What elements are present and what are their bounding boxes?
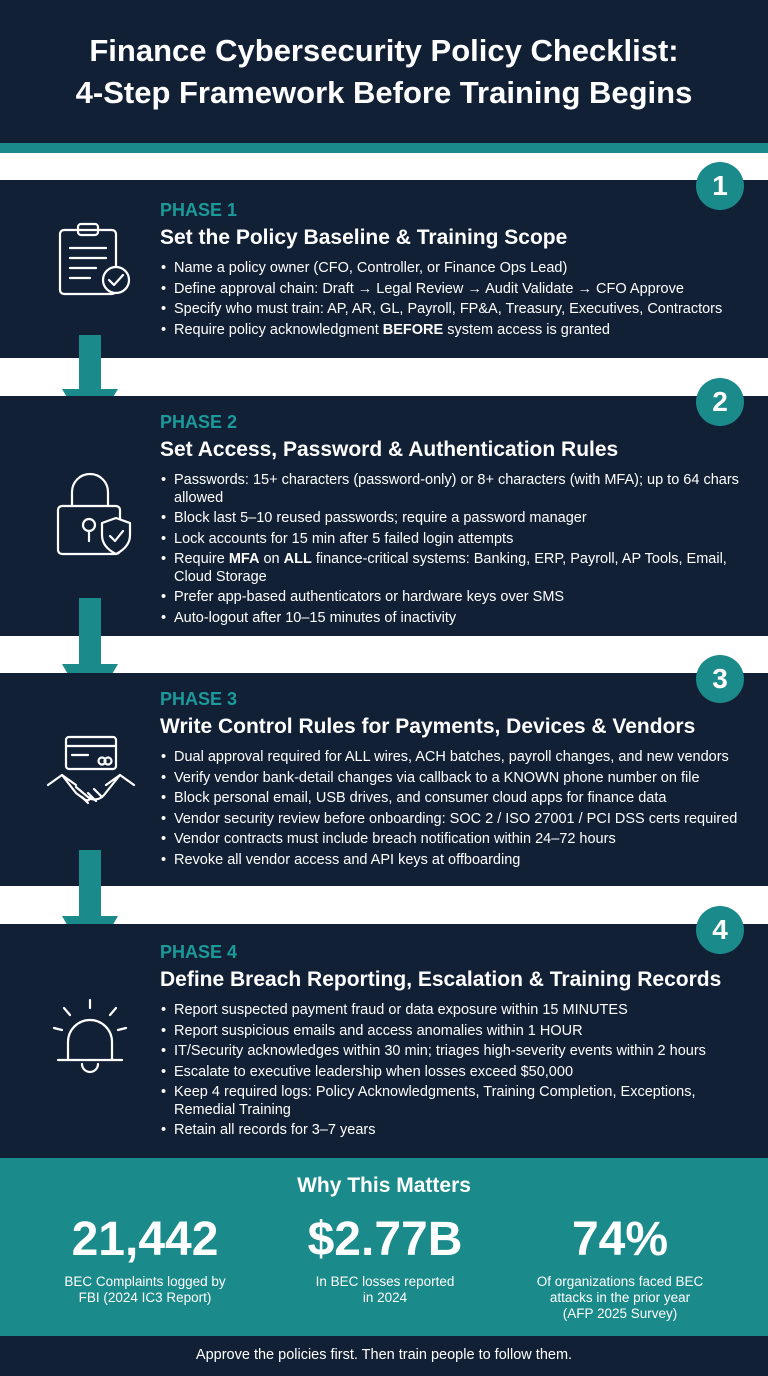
bullet-item — [160, 1023, 750, 1041]
why-this-matters-panel — [0, 1158, 768, 1336]
bullet-text: system access is granted — [443, 321, 610, 338]
bullet-text: Passwords: 15+ characters (password-only) or 8+ characters (with MFA); up to 64 chars allowed — [174, 472, 739, 506]
phase-2-heading: Set Access, Password & Authentication Rules — [160, 438, 619, 461]
phase-4-label: PHASE 4 — [160, 942, 238, 962]
bullet-text: Name a policy owner (CFO, Controller, or Finance Ops Lead) — [174, 260, 568, 276]
bullet-item — [160, 472, 750, 507]
alarm-bell-icon — [50, 998, 130, 1080]
stat-bec-complaints — [40, 1212, 250, 1306]
bullet-item — [160, 790, 750, 808]
stat-label-line: (AFP 2025 Survey) — [562, 1306, 678, 1321]
phase-2-label: PHASE 2 — [160, 412, 238, 432]
padlock-shield-icon — [50, 470, 134, 560]
stat-label-line: BEC Complaints logged by — [64, 1274, 226, 1289]
phase-4-heading: Define Breach Reporting, Escalation & Training Records — [160, 968, 722, 991]
phase-1-bullets — [160, 260, 750, 342]
phase-4-number-badge: 4 — [696, 906, 744, 954]
bullet-text: Retain all records for 3–7 years — [174, 1122, 376, 1138]
phase-2-bullets — [160, 472, 750, 630]
stat-label — [280, 1274, 490, 1306]
bullet-text: Block last 5–10 reused passwords; require a password manager — [174, 510, 587, 526]
header-accent-strip — [0, 143, 768, 153]
header-banner — [0, 0, 768, 143]
card-handshake-icon — [46, 735, 136, 817]
stat-label — [40, 1274, 250, 1306]
bullet-emphasis: MFA — [228, 551, 260, 567]
bullet-text: Verify vendor bank-detail changes via callback to a KNOWN phone number on file — [174, 769, 700, 786]
bullet-text: Require policy acknowledgment — [174, 321, 383, 338]
stat-label — [510, 1274, 730, 1322]
bullet-text: finance-critical systems: Banking, ERP, Payroll, AP Tools, Email, Cloud Storage — [174, 551, 727, 585]
bullet-item — [160, 831, 750, 849]
bullet-item — [160, 1002, 750, 1020]
phase-4-bullets — [160, 1002, 750, 1143]
stat-label-line: In BEC losses reported — [315, 1274, 455, 1289]
bullet-text: Report suspected payment fraud or data exposure within 15 MINUTES — [174, 1002, 628, 1018]
bullet-item — [160, 610, 750, 628]
bullet-item — [160, 811, 750, 829]
bullet-text: Vendor contracts must include breach notification within 24–72 hours — [174, 831, 616, 847]
footer-tagline: Approve the policies first. Then train people to follow them. — [195, 1347, 573, 1363]
stat-label-line: attacks in the prior year — [549, 1290, 691, 1305]
phase-3-bullets — [160, 749, 750, 872]
phase-1-number-badge: 1 — [696, 162, 744, 210]
bullet-item — [160, 322, 750, 340]
bullet-text: Vendor security review before onboarding: SOC 2 / ISO 27001 / PCI DSS certs required — [174, 810, 738, 827]
bullet-item — [160, 531, 750, 549]
bullet-text: Revoke all vendor access and API keys at offboarding — [174, 851, 521, 868]
stat-label-line: Of organizations faced BEC — [536, 1274, 704, 1289]
bullet-item — [160, 301, 750, 319]
stat-value: $2.77B — [307, 1213, 463, 1266]
phase-3-heading: Write Control Rules for Payments, Devices & Vendors — [160, 715, 696, 738]
title-line-2: 4-Step Framework Before Training Begins — [75, 75, 693, 110]
stat-label-line: FBI (2024 IC3 Report) — [78, 1290, 212, 1305]
phase-1-heading: Set the Policy Baseline & Training Scope — [160, 226, 568, 249]
bullet-item — [160, 510, 750, 528]
bullet-text: on — [259, 551, 284, 567]
phase-3-number-badge: 3 — [696, 655, 744, 703]
bullet-emphasis: BEFORE — [382, 321, 444, 338]
footer-bar — [0, 1336, 768, 1376]
why-title: Why This Matters — [297, 1174, 471, 1197]
bullet-item — [160, 1064, 750, 1082]
stat-value: 74% — [571, 1213, 669, 1266]
phase-3-label: PHASE 3 — [160, 689, 238, 709]
stat-value: 21,442 — [71, 1213, 219, 1266]
bullet-item — [160, 551, 750, 586]
bullet-item — [160, 589, 750, 607]
bullet-item — [160, 1084, 750, 1119]
phase-1-panel — [0, 170, 768, 358]
bullet-text: Auto-logout after 10–15 minutes of inactivity — [174, 609, 457, 626]
bullet-item — [160, 852, 750, 870]
stat-label-line: in 2024 — [362, 1290, 408, 1305]
bullet-text: Define approval chain: Draft → Legal Review → Audit Validate → CFO Approve — [174, 280, 684, 297]
bullet-item — [160, 1043, 750, 1061]
phase-1-label: PHASE 1 — [160, 200, 238, 220]
bullet-item — [160, 1122, 750, 1140]
page-title — [0, 30, 768, 114]
bullet-text: Block personal email, USB drives, and consumer cloud apps for finance data — [174, 790, 667, 806]
phase-2-number-badge: 2 — [696, 378, 744, 426]
bullet-text: Dual approval required for ALL wires, ACH batches, payroll changes, and new vendors — [174, 749, 729, 765]
stat-bec-losses — [280, 1212, 490, 1306]
clipboard-check-icon — [40, 222, 140, 298]
bullet-text: Keep 4 required logs: Policy Acknowledgments, Training Completion, Exceptions, Remedial Training — [174, 1084, 696, 1118]
bullet-item — [160, 281, 750, 299]
bullet-text: Specify who must train: AP, AR, GL, Payroll, FP&A, Treasury, Executives, Contractors — [174, 301, 723, 317]
stat-orgs-faced-bec — [510, 1212, 730, 1322]
bullet-text: Report suspicious emails and access anomalies within 1 HOUR — [174, 1022, 583, 1039]
bullet-item — [160, 749, 750, 767]
bullet-text: Prefer app-based authenticators or hardware keys over SMS — [174, 589, 565, 605]
bullet-text: Escalate to executive leadership when losses exceed $50,000 — [174, 1063, 574, 1080]
bullet-emphasis: ALL — [283, 551, 312, 567]
bullet-item — [160, 260, 750, 278]
phase-4-panel — [0, 914, 768, 1158]
title-line-1: Finance Cybersecurity Policy Checklist: — [89, 33, 679, 68]
bullet-item — [160, 770, 750, 788]
bullet-text: IT/Security acknowledges within 30 min; triages high-severity events within 2 hours — [174, 1043, 706, 1059]
bullet-text: Require — [174, 551, 229, 567]
bullet-text: Lock accounts for 15 min after 5 failed login attempts — [174, 530, 514, 547]
